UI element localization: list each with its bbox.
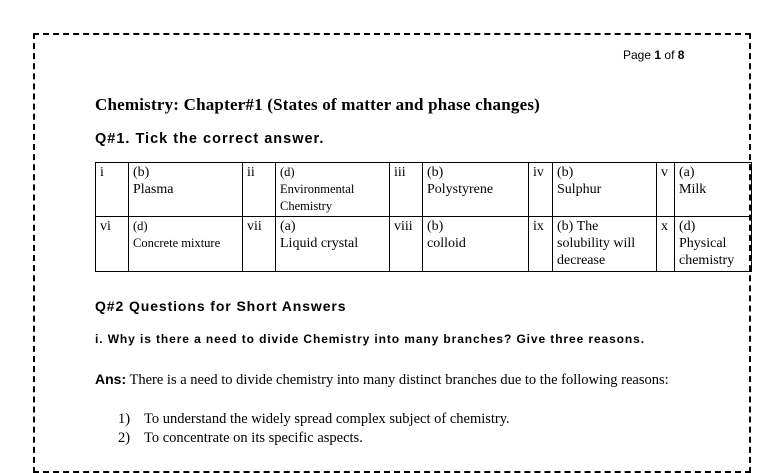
answer-choice: (b) — [557, 165, 574, 180]
document-title: Chemistry: Chapter#1 (States of matter and phase changes) — [95, 95, 541, 114]
answer-text: Environmental Chemistry — [280, 182, 355, 213]
answer-choice: (d) — [679, 219, 696, 234]
answer-text: Liquid crystal — [280, 236, 359, 251]
answer-text: Polystyrene — [427, 182, 494, 197]
answer-text: Physical chemistry — [679, 236, 735, 268]
answer-choice: (b) The — [557, 219, 599, 234]
answer-choice: (b) — [427, 219, 444, 234]
answer-cell — [553, 163, 657, 217]
answer-body: There is a need to divide chemistry into many distinct branches due to the following reasons: — [126, 372, 669, 388]
answer-text: Sulphur — [557, 182, 602, 197]
answer-number: i — [96, 163, 129, 217]
table-row — [96, 163, 752, 217]
page-number: Page 1 of 8 — [623, 48, 685, 62]
answer-number: iii — [390, 163, 423, 217]
answer-cell — [675, 217, 752, 272]
list-item — [118, 429, 510, 448]
table-row — [96, 217, 752, 272]
list-number: 1) — [118, 411, 131, 427]
reasons-list — [118, 410, 510, 448]
answer-table — [95, 162, 752, 272]
question-1-heading: Q#1. Tick the correct answer. — [95, 131, 325, 147]
answer-text: Concrete mixture — [133, 236, 221, 250]
answer-text: solubility will decrease — [557, 236, 636, 268]
list-number: 2) — [118, 430, 131, 446]
answer-number: vii — [243, 217, 276, 272]
answer-choice: (b) — [427, 165, 444, 180]
answer-cell — [276, 217, 390, 272]
answer-number: viii — [390, 217, 423, 272]
answer-number: iv — [529, 163, 553, 217]
answer-choice: (b) — [133, 165, 150, 180]
list-item — [118, 410, 510, 429]
answer-label: Ans: — [95, 371, 127, 387]
answer-cell — [423, 217, 529, 272]
answer-number: v — [657, 163, 675, 217]
answer-choice: (a) — [280, 219, 296, 234]
list-text: To concentrate on its specific aspects. — [144, 430, 363, 446]
short-question: i. Why is there a need to divide Chemistry into many branches? Give three reasons. — [95, 332, 645, 346]
answer-number: x — [657, 217, 675, 272]
answer-text: Milk — [679, 182, 707, 197]
answer-cell — [553, 217, 657, 272]
answer-cell — [129, 163, 243, 217]
answer-paragraph — [95, 370, 695, 390]
answer-cell — [129, 217, 243, 272]
answer-choice: (d) — [280, 165, 295, 179]
answer-number: vi — [96, 217, 129, 272]
answer-number: ix — [529, 217, 553, 272]
answer-number: ii — [243, 163, 276, 217]
question-2-heading: Q#2 Questions for Short Answers — [95, 298, 347, 314]
answer-text: Plasma — [133, 182, 174, 197]
answer-choice: (a) — [679, 165, 695, 180]
answer-cell — [276, 163, 390, 217]
answer-text: colloid — [427, 236, 466, 251]
answer-cell — [423, 163, 529, 217]
list-text: To understand the widely spread complex subject of chemistry. — [144, 411, 510, 427]
answer-choice: (d) — [133, 219, 148, 233]
answer-cell — [675, 163, 752, 217]
